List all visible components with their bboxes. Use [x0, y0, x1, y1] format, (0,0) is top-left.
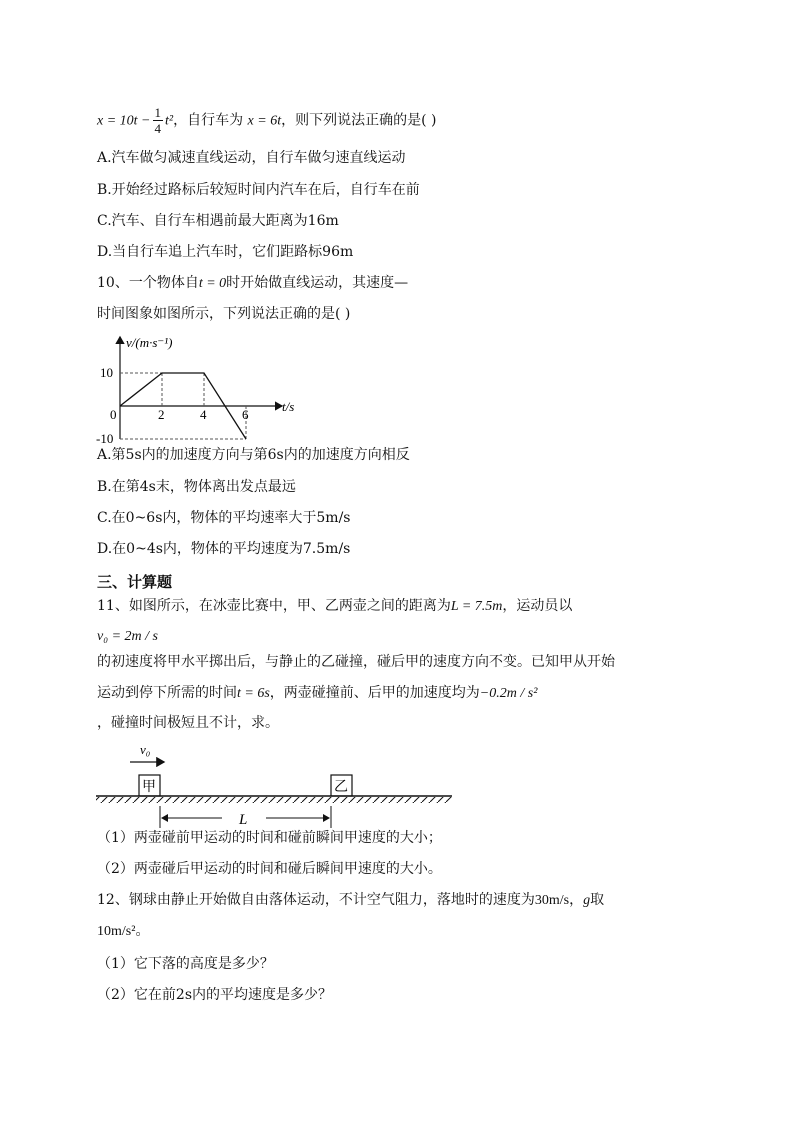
q12-g-value: 10m/s² [97, 924, 136, 939]
q12-line1-b: ， [569, 892, 584, 908]
q10-equation: t = 0 [198, 276, 227, 291]
q10-option-c: C.在0~6s内，物体的平均速率大于5m/s [97, 510, 351, 526]
q11-curling-figure [94, 738, 456, 832]
q11-accel-eq: −0.2m / s² [479, 686, 538, 701]
q11-sub-1: （1）两壶碰前甲运动的时间和碰前瞬间甲速度的大小； [97, 830, 442, 846]
q12-line2-end: 。 [135, 923, 150, 939]
q11-line4-b: ，两壶碰撞前、后甲的加速度均为 [269, 685, 480, 701]
fig-stone-jia-label: 甲 [142, 780, 156, 795]
q10-option-d: D.在0~4s内，物体的平均速度为7.5m/s [97, 541, 351, 557]
q12-sub-2: （2）它在前2s内的平均速度是多少？ [97, 987, 332, 1003]
q10-vt-graph [92, 333, 312, 445]
q9-equation-lhs: x = 10t − [97, 113, 151, 129]
q9-option-b: B.开始经过路标后较短时间内汽车在后，自行车在前 [97, 182, 420, 198]
graph-x-label: t/s [282, 399, 295, 414]
graph-ytick-10: 10 [100, 365, 113, 380]
q12-line1-c: 取 [590, 892, 605, 908]
q9-equation-tail: t² [165, 113, 174, 129]
q9-fraction-num: 1 [154, 105, 161, 120]
q10-option-b: B.在第4s末，物体离出发点最远 [97, 479, 296, 495]
q11-v0-eq: v₀ = 2m / s [97, 629, 158, 644]
q11-line5: ，碰撞时间极短且不计，求。 [97, 715, 279, 731]
graph-ytick-0: 0 [110, 407, 117, 422]
graph-ytick-neg10: -10 [96, 431, 114, 445]
q11-line1 [97, 596, 572, 617]
section-title: 三、计算题 [97, 573, 173, 591]
q11-sub-2: （2）两壶碰后甲运动的时间和碰后瞬间甲速度的大小。 [97, 861, 442, 877]
q12-line1-a: 12、钢球由静止开始做自由落体运动，不计空气阻力，落地时的速度为 [97, 892, 535, 908]
q12-line2 [97, 921, 149, 942]
q10-stem-b: 时开始做直线运动，其速度— [226, 275, 409, 291]
graph-y-label: v/(m·s⁻¹) [126, 335, 173, 350]
q10-stem-line2: 时间图象如图所示，下列说法正确的是( ) [97, 306, 351, 322]
q12-line1 [97, 890, 604, 911]
q9-stem-mid: ，自行车为 [173, 112, 244, 129]
q9-fraction [153, 105, 164, 136]
q11-line1-a: 11、如图所示，在冰壶比赛中，甲、乙两壶之间的距离为 [97, 598, 451, 614]
q11-line1-b: ，运动员以 [502, 598, 573, 614]
fig-ice-hatching [96, 797, 452, 803]
q10-stem-line1 [97, 273, 408, 294]
q11-time-eq: t = 6s [237, 686, 270, 701]
graph-xtick-4: 4 [200, 407, 207, 422]
q9-option-d: D.当自行车追上汽车时，它们距路标96m [97, 244, 354, 260]
q11-distance-eq: L = 7.5m [450, 599, 503, 614]
q9-stem [97, 105, 436, 136]
q10-stem-a: 10、一个物体自 [97, 275, 199, 291]
q9-option-a: A.汽车做匀减速直线运动，自行车做匀速直线运动 [97, 150, 406, 166]
q12-g-symbol: g [583, 893, 591, 908]
q9-stem-end: ，则下列说法正确的是( ) [281, 112, 437, 129]
q9-equation-bike: x = 6t [247, 113, 282, 129]
q11-line4 [97, 683, 537, 704]
q11-line3: 的初速度将甲水平掷出后，与静止的乙碰撞，碰后甲的速度方向不变。已知甲从开始 [97, 654, 615, 670]
q12-sub-1: （1）它下落的高度是多少？ [97, 956, 274, 972]
q9-option-c: C.汽车、自行车相遇前最大距离为16m [97, 213, 339, 229]
fig-stone-yi-label: 乙 [334, 780, 348, 795]
q10-option-a: A.第5s内的加速度方向与第6s内的加速度方向相反 [97, 447, 410, 463]
graph-xtick-2: 2 [158, 407, 165, 422]
q9-fraction-den: 4 [154, 121, 161, 136]
fig-v0-label: v₀ [140, 742, 151, 757]
graph-xtick-6: 6 [242, 407, 249, 422]
fig-distance-label: L [239, 812, 248, 828]
q11-line4-a: 运动到停下所需的时间 [97, 685, 237, 701]
q12-speed: 30m/s [534, 893, 570, 908]
